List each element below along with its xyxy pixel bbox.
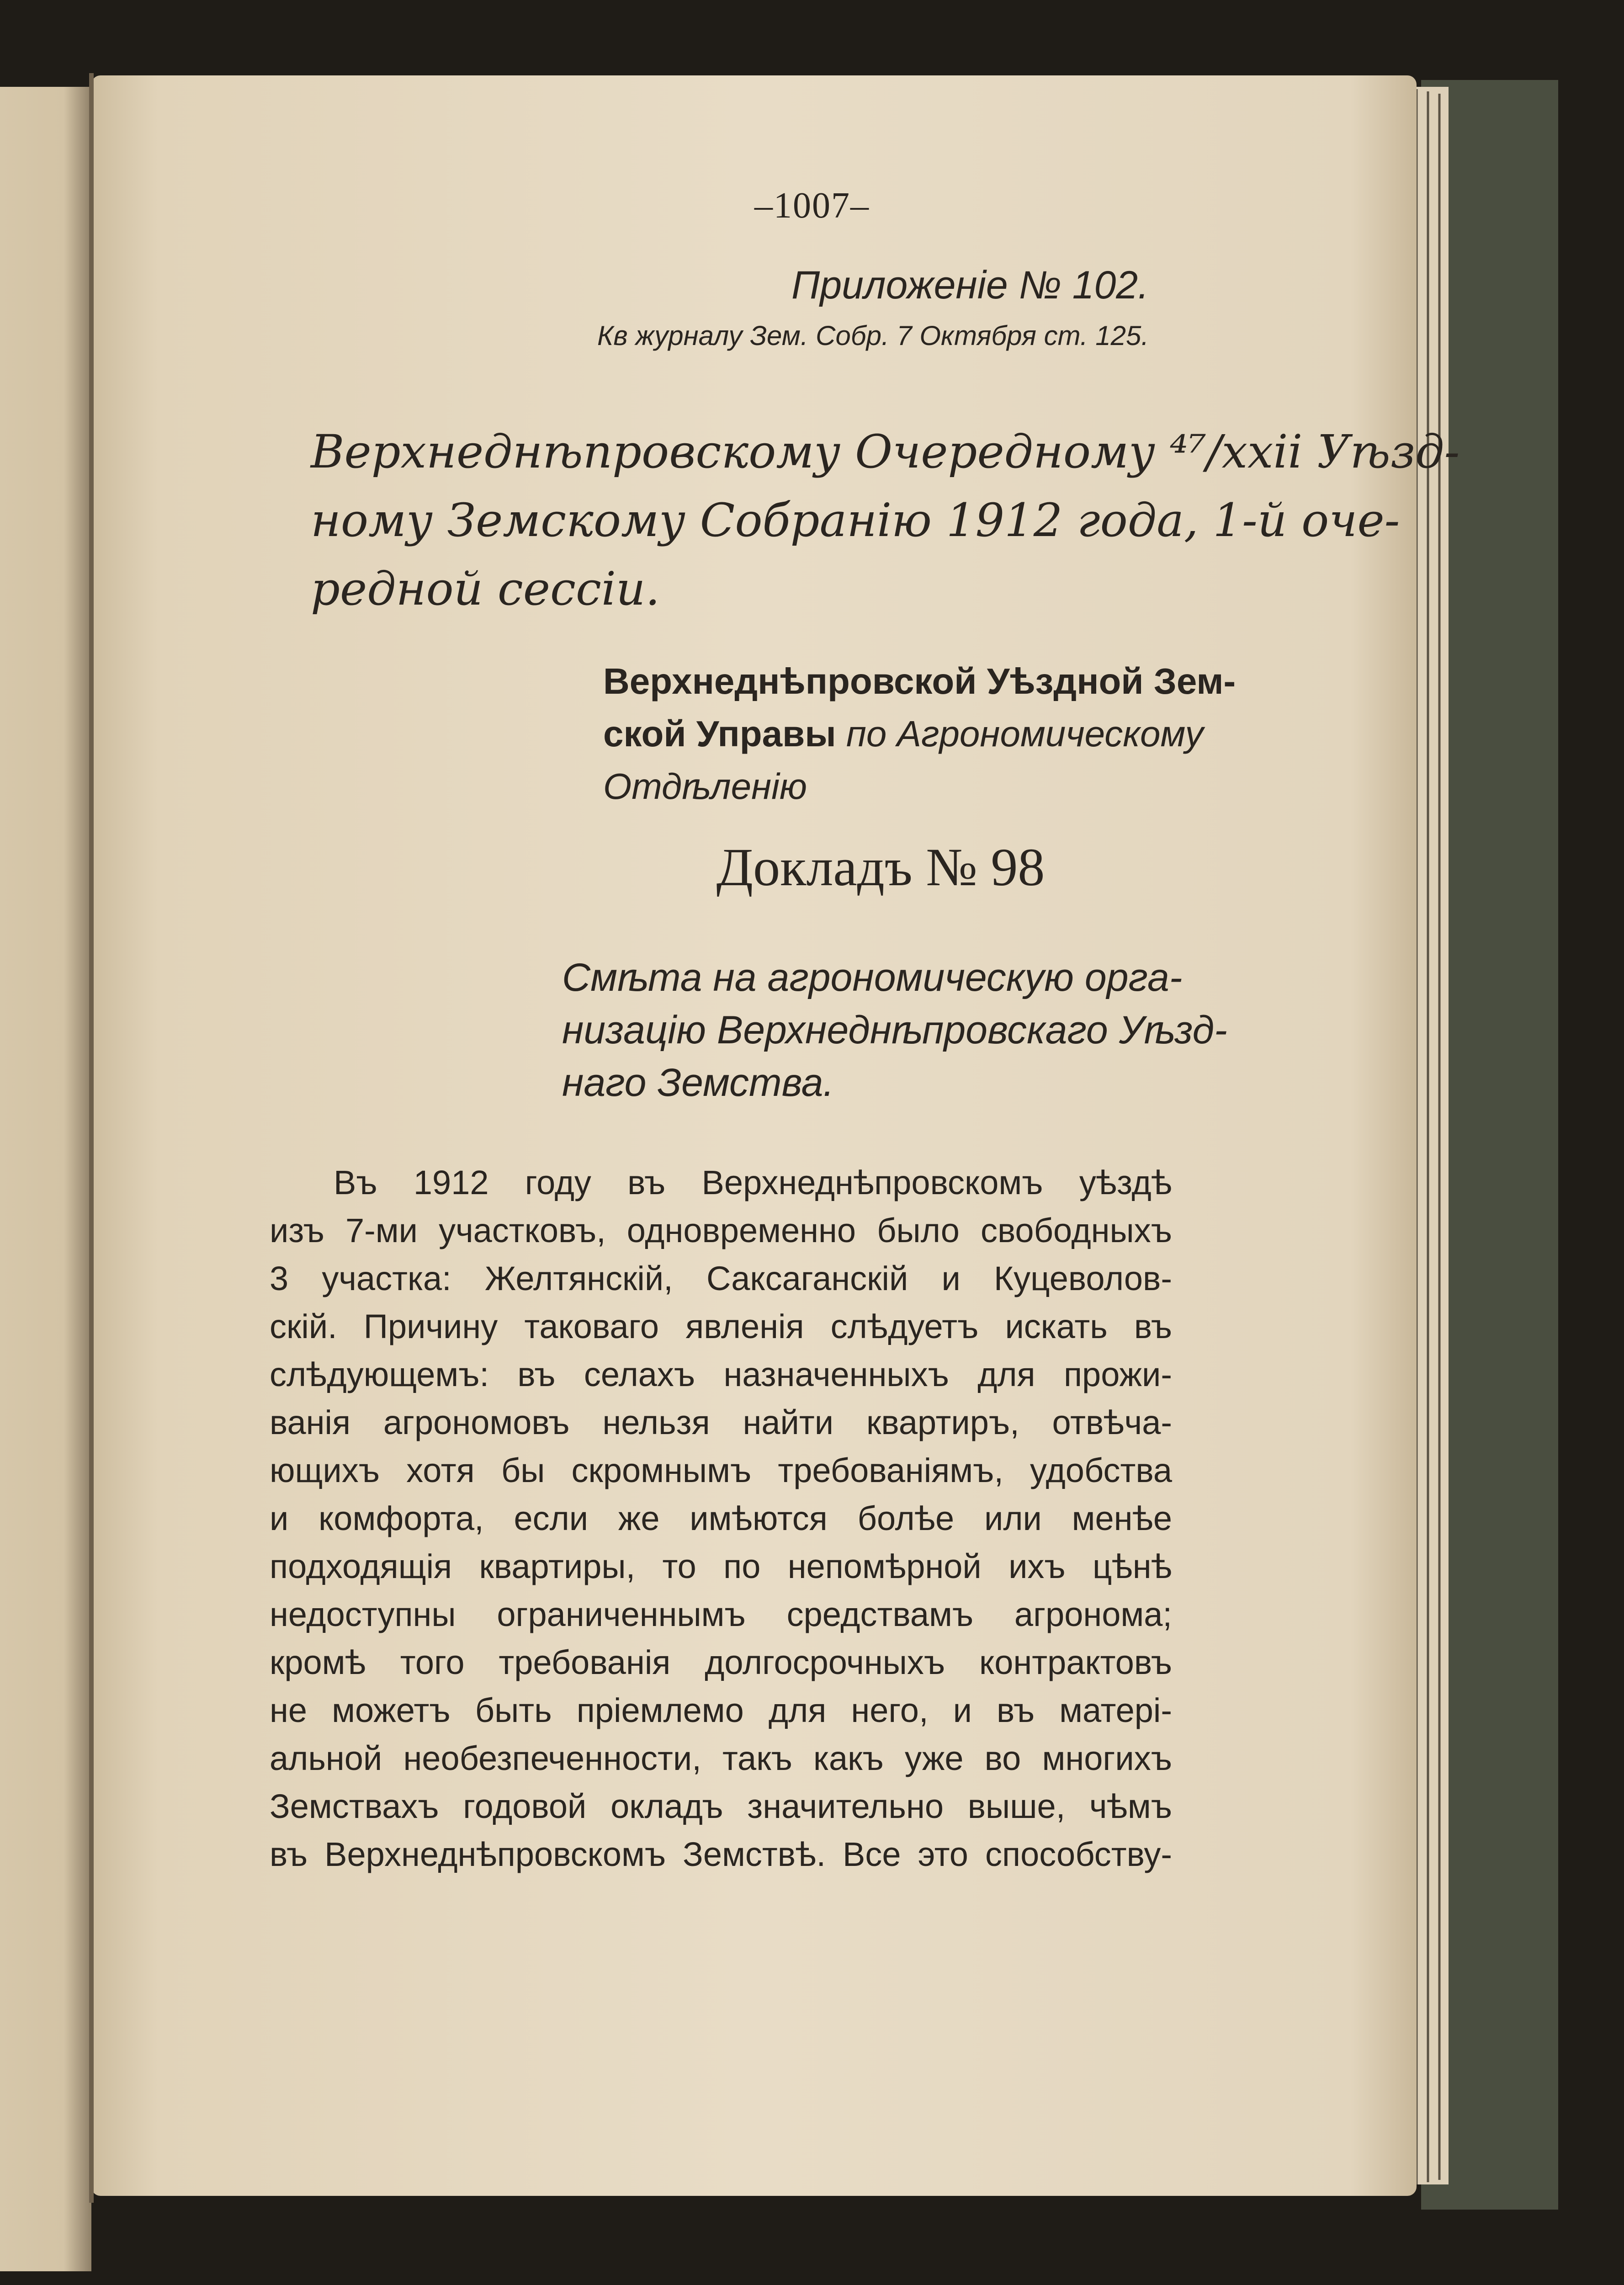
body-line: ющихъ хотя бы скромнымъ требованіямъ, удобства (270, 1451, 1172, 1489)
body-line: кромѣ того требованія долгосрочныхъ контрактовъ (270, 1643, 1172, 1681)
estimate-title-line: наго Земства. (562, 1061, 834, 1105)
department-line (603, 765, 807, 808)
addressee-line: Верхнеднѣпровскому Очередному ⁴⁷/xxii Уѣзд- (311, 425, 1460, 478)
body-line: подходящія квартиры, то по непомѣрной ихъ цѣнѣ (270, 1547, 1172, 1585)
body-line: недоступны ограниченнымъ средствамъ агронома; (270, 1595, 1172, 1633)
body-line: и комфорта, если же имѣются болѣе или менѣе (270, 1499, 1172, 1537)
department-italic: Отдѣленію (603, 766, 807, 807)
addressee-line: ному Земскому Собранію 1912 года, 1-й оче- (311, 494, 1400, 547)
body-line: изъ 7-ми участковъ, одновременно было свободныхъ (270, 1212, 1172, 1249)
department-line (603, 713, 1203, 755)
body-line: Земствахъ годовой окладъ значительно выше, чѣмъ (270, 1787, 1172, 1825)
department-bold: ской Управы (603, 713, 836, 754)
appendix-label: Приложеніе № 102. (791, 263, 1149, 307)
body-line: альной необезпеченности, такъ какъ уже во многихъ (270, 1739, 1172, 1777)
body-line: въ Верхнеднѣпровскомъ Земствѣ. Все это способству- (270, 1835, 1172, 1873)
estimate-title-line: низацію Верхнеднѣпровскаго Уѣзд- (562, 1008, 1227, 1052)
addressee-line: редной сессіи. (311, 562, 660, 616)
body-line: 3 участка: Желтянскій, Саксаганскій и Куцеволов- (270, 1259, 1172, 1297)
report-title: Докладъ № 98 (716, 837, 1045, 897)
department-line (603, 660, 1236, 702)
body-line: скій. Причину таковаго явленія слѣдуетъ искать въ (270, 1307, 1172, 1345)
page-number: –1007– (754, 186, 870, 226)
body-line: ванія агрономовъ нельзя найти квартиръ, отвѣча- (270, 1403, 1172, 1441)
body-line: слѣдующемъ: въ селахъ назначенныхъ для прожи- (270, 1355, 1172, 1393)
body-line: не можетъ быть пріемлемо для него, и въ матері- (270, 1691, 1172, 1729)
journal-reference: Кв журналу Зем. Собр. 7 Октября ст. 125. (597, 320, 1149, 351)
body-line: Въ 1912 году въ Верхнеднѣпровскомъ уѣздѣ (334, 1164, 1172, 1201)
department-bold: Верхнеднѣпровской Уѣздной Зем- (603, 661, 1236, 701)
estimate-title-line: Смѣта на агрономическую орга- (562, 956, 1183, 999)
department-italic: по Агрономическому (836, 713, 1204, 754)
